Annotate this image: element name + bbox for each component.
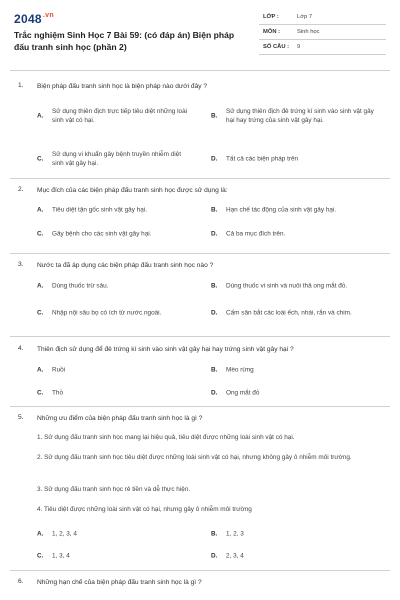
option-text: Sử dụng vi khuẩn gây bệnh truyền nhiễm diệt sinh vật gây hại.	[52, 151, 181, 167]
question-1	[18, 82, 384, 172]
question-2	[18, 186, 384, 248]
option-c[interactable]	[37, 387, 207, 399]
option-letter: C.	[37, 155, 44, 163]
option-letter: D.	[211, 552, 218, 560]
option-b[interactable]	[211, 528, 381, 540]
option-text: Hạn chế tác động của sinh vật gây hại.	[226, 206, 337, 214]
option-text: Sử dụng thiên địch đẻ trứng kí sinh vào sinh vật gây hại hay trứng của sinh vật gây hại.	[226, 108, 374, 124]
question-5	[18, 414, 384, 428]
meta-row-class	[259, 10, 386, 25]
site-logo[interactable]	[14, 12, 54, 26]
option-letter: B.	[211, 282, 218, 290]
divider	[10, 336, 390, 337]
meta-value: 9	[297, 44, 301, 50]
question-number: 2.	[18, 186, 24, 193]
option-d[interactable]	[211, 387, 381, 399]
meta-value: Lớp 7	[297, 14, 313, 20]
option-b[interactable]	[211, 364, 381, 376]
page-header	[14, 10, 386, 65]
option-letter: A.	[37, 530, 44, 538]
meta-label: LỚP :	[263, 14, 279, 20]
question-4	[18, 345, 384, 401]
option-b[interactable]	[211, 280, 381, 292]
option-text: Sử dụng thiên địch trực tiếp tiêu diệt những loài sinh vật có hại.	[52, 108, 188, 124]
question-number: 3.	[18, 261, 24, 268]
option-d[interactable]	[211, 550, 381, 562]
option-text: Mèo rừng	[226, 366, 254, 374]
meta-value: Sinh học	[297, 29, 320, 35]
divider	[10, 406, 390, 407]
option-letter: B.	[211, 530, 218, 538]
option-text: Tiêu diệt tận gốc sinh vật gây hại.	[52, 206, 147, 214]
option-a[interactable]	[37, 280, 207, 292]
page-title: Trắc nghiệm Sinh Học 7 Bài 59: (có đáp án) Biện pháp đấu tranh sinh học (phần 2)	[14, 30, 235, 52]
meta-label: SỐ CÂU :	[263, 44, 290, 50]
option-d[interactable]	[211, 145, 381, 173]
option-letter: D.	[211, 309, 218, 317]
divider	[10, 570, 390, 571]
question-5-options	[18, 528, 384, 564]
option-letter: A.	[37, 282, 44, 290]
option-text: Tất cả các biện pháp trên	[226, 155, 299, 163]
option-b[interactable]	[211, 204, 381, 216]
option-letter: B.	[211, 366, 218, 374]
divider	[10, 70, 390, 71]
option-text: Dùng thuốc vi sinh và nuôi thả ong mắt đỏ.	[226, 282, 348, 290]
option-text: Dùng thuốc trừ sâu.	[52, 282, 109, 290]
option-c[interactable]	[37, 228, 207, 240]
meta-row-count	[259, 40, 386, 55]
question-6	[18, 578, 384, 592]
question-text: Những ưu điểm của biện pháp đấu tranh sinh học là gì ?	[37, 415, 203, 422]
option-letter: A.	[37, 366, 44, 374]
option-text: 1, 2, 3	[226, 530, 244, 538]
divider	[10, 178, 390, 179]
statement-item: 4. Tiêu diệt được những loài sinh vật có hại, nhưng gây ô nhiễm môi trường	[37, 506, 252, 513]
statement-item: 2. Sử dụng đấu tranh sinh học tiêu diệt được những loài sinh vật có hại, nhưng không gây ô nhiễm môi trường.	[37, 454, 352, 461]
question-text: Những hạn chế của biện pháp đấu tranh sinh học là gì ?	[37, 579, 202, 586]
question-text: Nước ta đã áp dụng các biện pháp đấu tranh sinh học nào ?	[37, 262, 214, 269]
option-letter: B.	[211, 112, 218, 120]
option-letter: D.	[211, 230, 218, 238]
option-text: 2, 3, 4	[226, 552, 244, 560]
question-number: 4.	[18, 345, 24, 352]
statement-item: 1. Sử dụng đấu tranh sinh học mang lại hiệu quả, tiêu diệt được những loài sinh vật có hại.	[37, 434, 295, 441]
option-letter: D.	[211, 155, 218, 163]
option-letter: C.	[37, 309, 44, 317]
option-text: Cả ba mục đích trên.	[226, 230, 286, 238]
option-d[interactable]	[211, 303, 381, 323]
meta-label: MÔN :	[263, 29, 281, 35]
option-text: Ruồi	[52, 366, 66, 374]
option-text: Gây bệnh cho các sinh vật gây hại.	[52, 230, 152, 238]
question-number: 5.	[18, 414, 24, 421]
option-text: Cấm săn bắt các loài ếch, nhái, rắn và chim.	[226, 309, 352, 317]
option-letter: C.	[37, 552, 44, 560]
option-letter: D.	[211, 389, 218, 397]
option-letter: C.	[37, 230, 44, 238]
option-a[interactable]	[37, 528, 207, 540]
option-c[interactable]	[37, 550, 207, 562]
option-a[interactable]	[37, 204, 207, 216]
option-letter: C.	[37, 389, 44, 397]
option-text: 1, 2, 3, 4	[52, 530, 77, 538]
question-number: 1.	[18, 82, 24, 89]
question-text: Mục đích của các biện pháp đấu tranh sinh học được sử dụng là:	[37, 187, 228, 194]
option-b[interactable]	[211, 102, 381, 130]
option-letter: B.	[211, 206, 218, 214]
divider	[10, 253, 390, 254]
option-d[interactable]	[211, 228, 381, 240]
option-c[interactable]	[37, 307, 207, 319]
option-c[interactable]	[37, 145, 207, 173]
option-letter: A.	[37, 206, 44, 214]
option-text: Nhập nội sâu bọ có ích từ nước ngoài.	[52, 309, 162, 317]
meta-table	[259, 10, 386, 55]
option-text: Thỏ	[52, 389, 64, 397]
option-text: 1, 3, 4	[52, 552, 70, 560]
statement-item: 3. Sử dụng đấu tranh sinh học rẻ tiền và dễ thực hiện.	[37, 486, 191, 493]
question-text: Thiên địch sử dụng để đẻ trứng kí sinh vào sinh vật gây hại hay trứng sinh vật gây hại ?	[37, 346, 294, 353]
option-a[interactable]	[37, 102, 207, 130]
logo-suffix: .vn	[42, 12, 54, 19]
option-letter: A.	[37, 112, 44, 120]
option-text: Ong mắt đỏ	[226, 389, 260, 397]
logo-text: 2048	[14, 12, 42, 26]
question-3	[18, 261, 384, 331]
meta-row-subject	[259, 25, 386, 40]
question-number: 6.	[18, 578, 24, 585]
option-a[interactable]	[37, 364, 207, 376]
question-text: Biện pháp đấu tranh sinh học là biện pháp nào dưới đây ?	[37, 83, 208, 90]
